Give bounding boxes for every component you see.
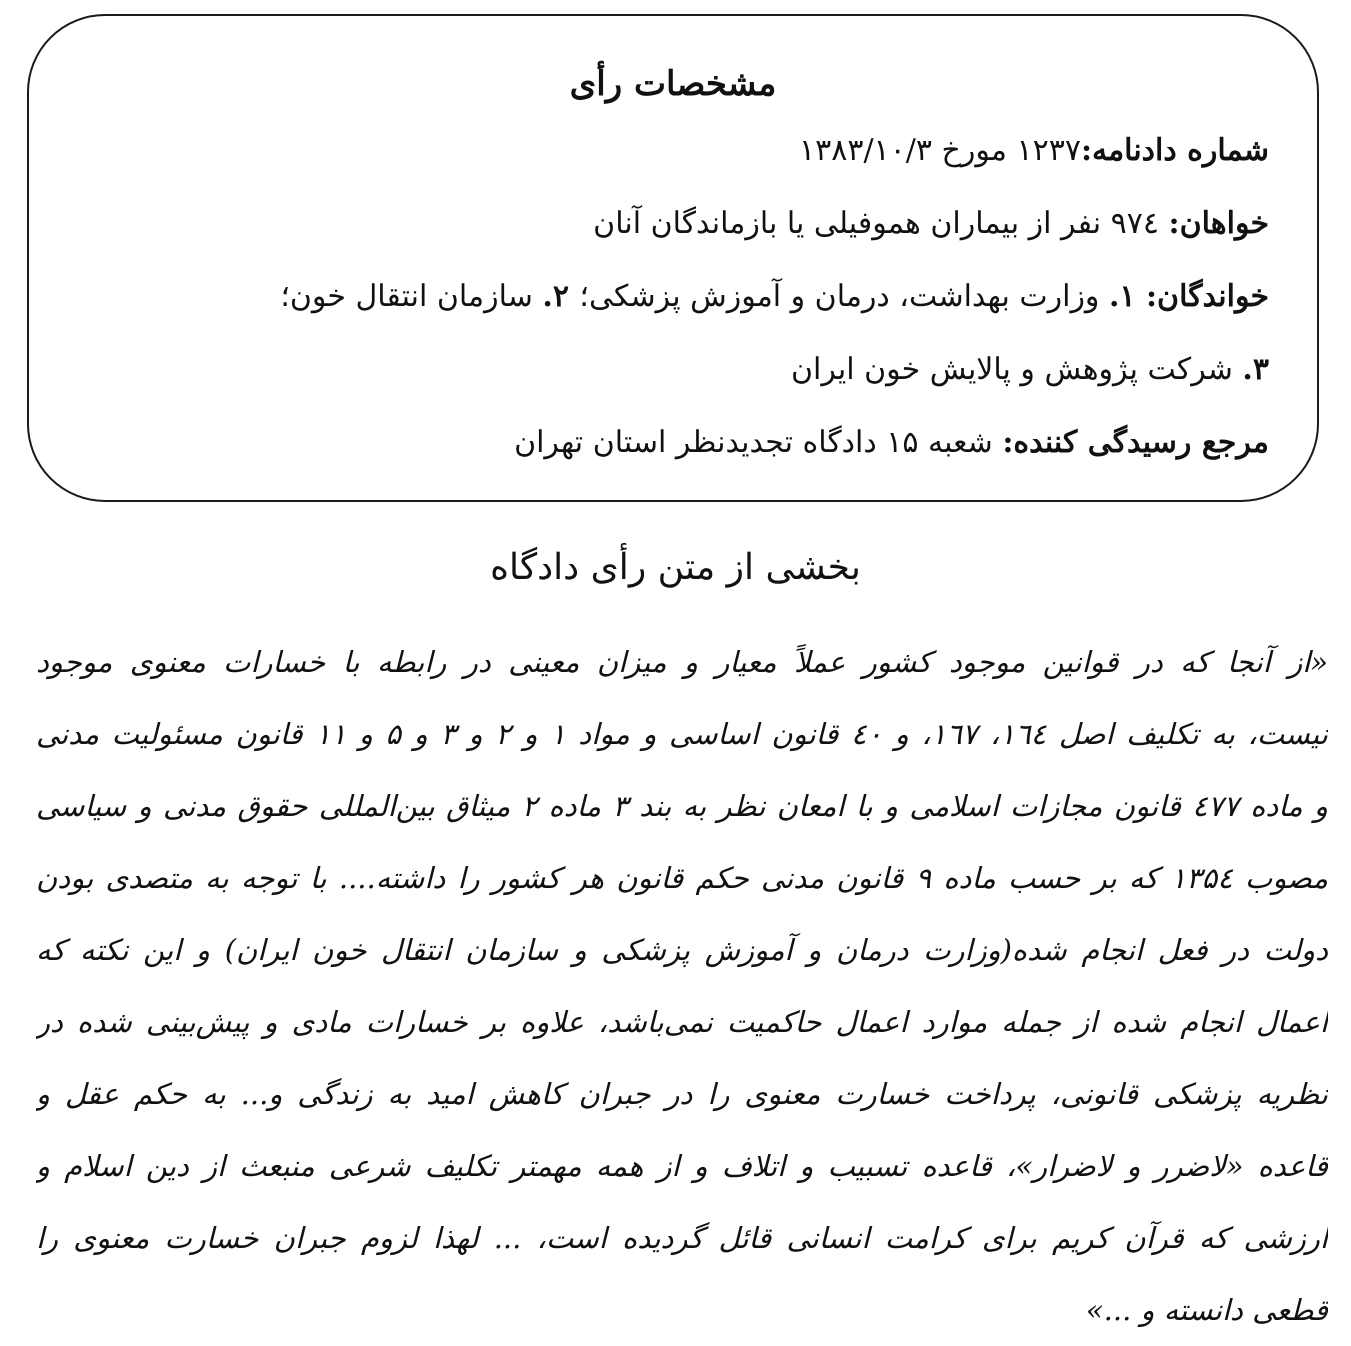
quote-line: قطعی دانسته و ...»: [1085, 1293, 1328, 1327]
quote-line: و ماده ٤۷۷ قانون مجازات اسلامی و با امعان نظر به بند ۳ ماده ۲ میثاق بین‌المللی حقوق مدنی و سیاسی: [36, 789, 1328, 823]
plaintiff-line: [69, 199, 1269, 249]
quote-line: مصوب ۱۳۵٤ که بر حسب ماده ۹ قانون مدنی حکم قانون هر کشور را داشته.... با توجه به متصدی بودن: [36, 861, 1328, 895]
quote-line: اعمال انجام شده از جمله موارد اعمال حاکمیت نمی‌باشد، علاوه بر خسارات مادی و پیش‌بینی شده در: [36, 1005, 1328, 1039]
quote-line: قاعده «لاضرر و لاضرار»، قاعده تسبیب و اتلاف و از همه مهمتر تکلیف شرعی منبعث از دین اسلام و: [36, 1149, 1328, 1183]
quote-line: ارزشی که قرآن کریم برای کرامت انسانی قائل گردیده است، ... لهذا لزوم جبران خسارت معنوی را: [36, 1221, 1328, 1255]
quote-line: نیست، به تکلیف اصل ۱٦٤، ۱٦۷، و ٤۰ قانون اساسی و مواد ۱ و ۲ و ۳ و ۵ و ۱۱ قانون مسئولیت مدنی: [36, 717, 1328, 751]
quote-line: «از آنجا که در قوانین موجود کشور عملاً معیار و میزان معینی در رابطه با خسارات معنوی موجود: [36, 645, 1328, 679]
defendant-3-name: شرکت پژوهش و پالایش خون ایران: [790, 352, 1243, 387]
defendants-label: خواندگان:: [1145, 279, 1269, 314]
case-number-line: [69, 126, 1269, 176]
info-box-title: مشخصات رأی: [569, 64, 777, 104]
defendant-1-number: ۱.: [1108, 279, 1146, 314]
case-number-label: شماره دادنامه:: [1080, 133, 1269, 168]
plaintiff-label: خواهان:: [1168, 206, 1269, 241]
verdict-quote: [36, 626, 1328, 1346]
court-value: شعبه ۱۵ دادگاه تجدیدنظر استان تهران: [514, 425, 1003, 460]
case-number-value: ۱۲۳۷ مورخ ۱۳۸۳/۱۰/۳: [798, 133, 1081, 168]
defendant-1-name: وزارت بهداشت، درمان و آموزش پزشکی؛: [579, 279, 1109, 314]
defendant-2-name: سازمان انتقال خون؛: [280, 279, 543, 314]
quote-line: نظریه پزشکی قانونی، پرداخت خسارت معنوی را در جبران کاهش امید به زندگی و... به حکم عقل و: [36, 1077, 1328, 1111]
defendants-line-2: [69, 345, 1269, 395]
court-line: [69, 418, 1269, 468]
plaintiff-value: ۹۷٤ نفر از بیماران هموفیلی یا بازماندگان آنان: [593, 206, 1169, 241]
defendant-3-number: ۳.: [1242, 352, 1269, 387]
verdict-info-box: [27, 14, 1319, 502]
defendant-2-number: ۲.: [542, 279, 580, 314]
court-label: مرجع رسیدگی کننده:: [1002, 425, 1269, 460]
quote-line: دولت در فعل انجام شده(وزارت درمان و آموزش پزشکی و سازمان انتقال خون ایران) و این نکته که: [36, 933, 1328, 967]
section-title: بخشی از متن رأی دادگاه: [490, 547, 861, 588]
defendants-line: [69, 272, 1269, 322]
